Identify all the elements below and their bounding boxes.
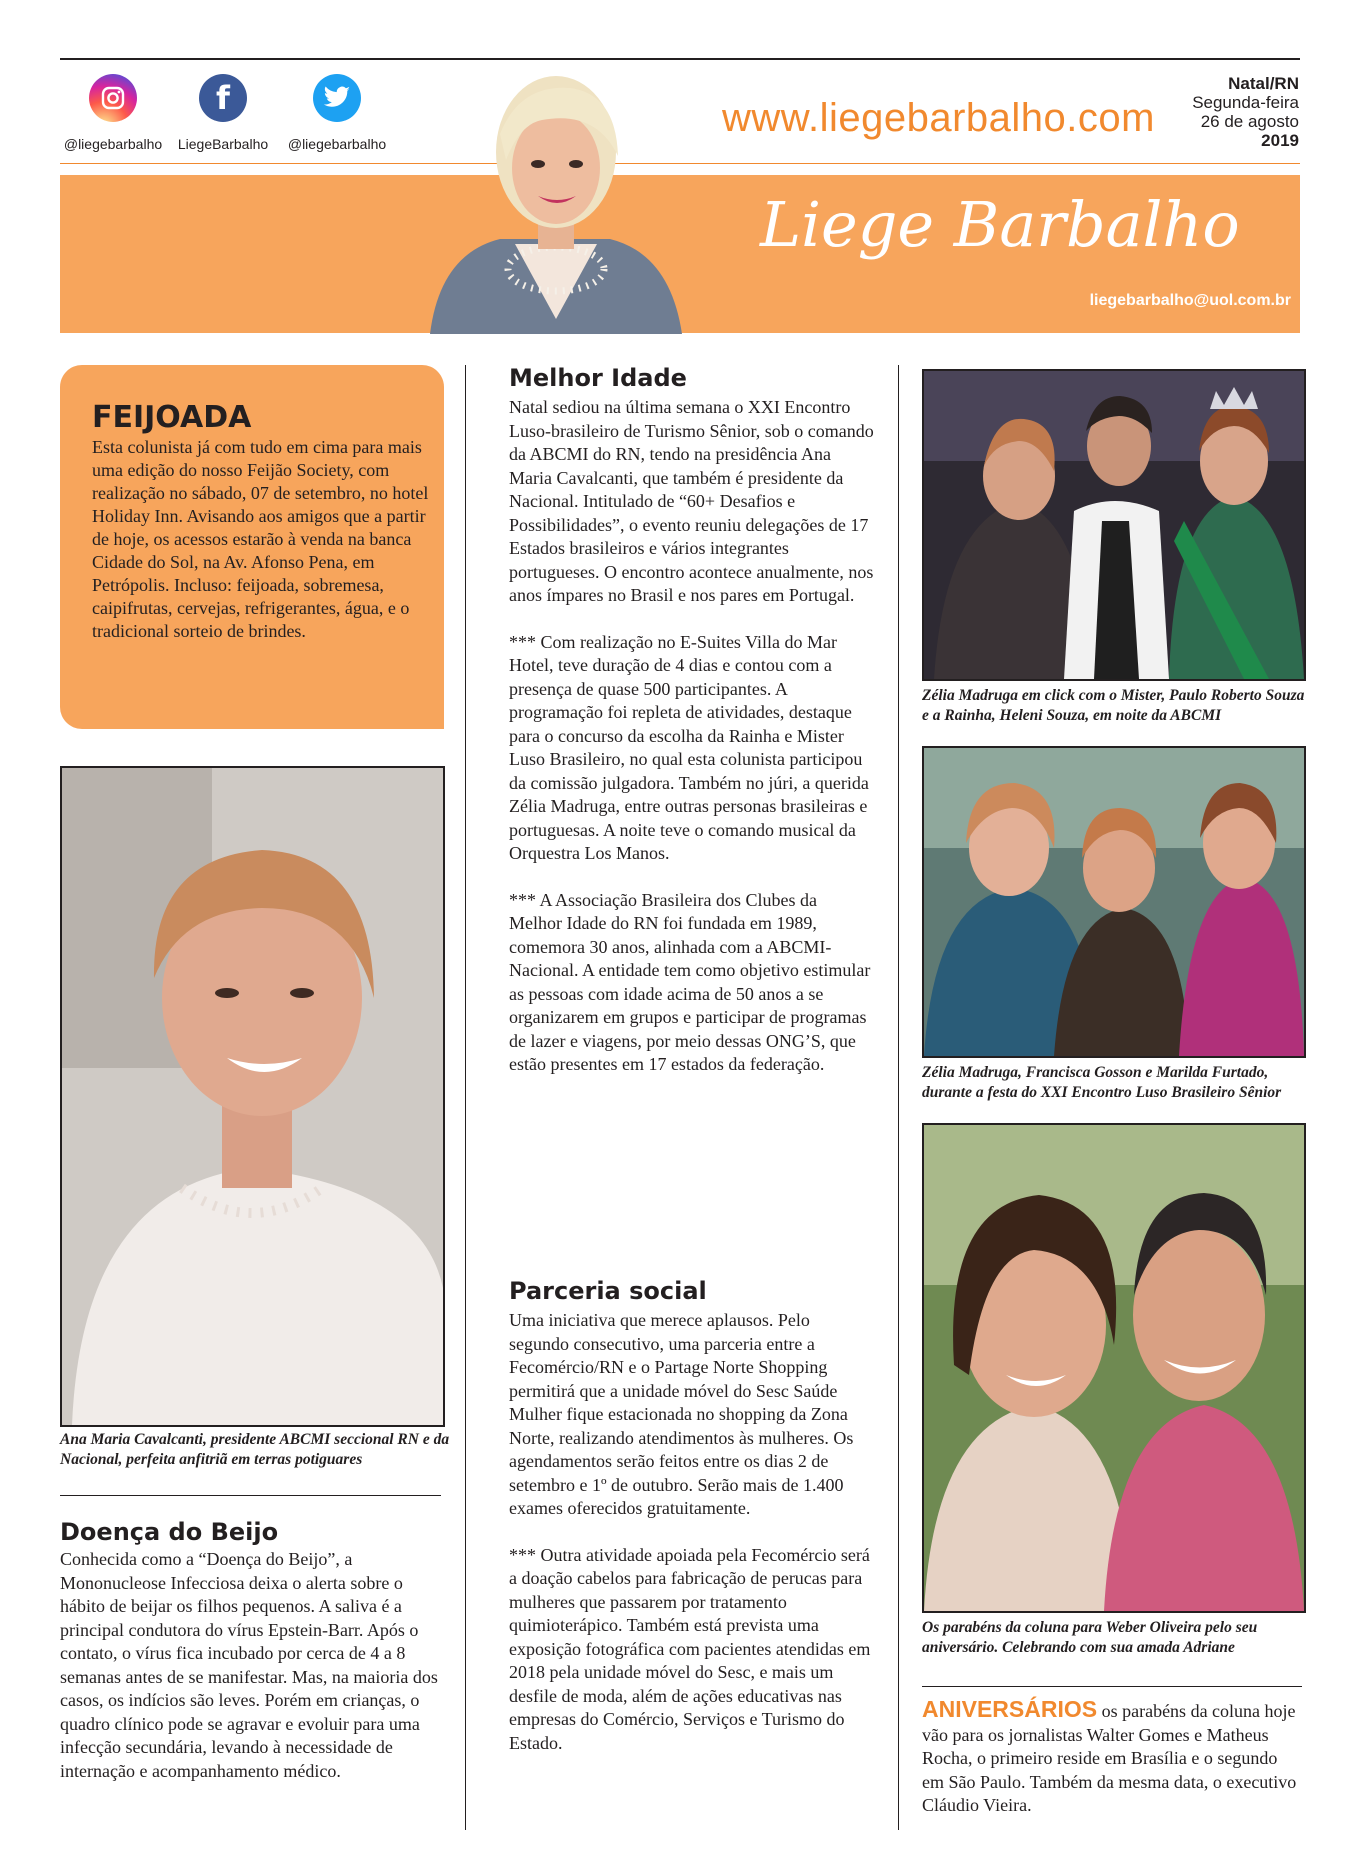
- year: 2019: [1261, 131, 1299, 150]
- weekday: Segunda-feira: [1192, 93, 1299, 112]
- column-brand: Liege Barbalho: [760, 188, 1240, 261]
- column-divider-right: [898, 365, 899, 1830]
- parceria-p1: Uma iniciativa que merece aplausos. Pelo segundo consecutivo, uma parceria entre a Fecomércio/RN e o Partage Norte Shopping permitirá que a unidade móvel do Sesc Saúde Mulher fique estacionada no shopping da Zona Norte, realizando atendimentos às mulheres. Os agendamentos serão feitos entre os dias 2 de setembro e 1º de outubro. Serão mais de 1.400 exames oferecidos gratuitamente.: [509, 1310, 854, 1518]
- social-twitter[interactable]: [282, 74, 392, 152]
- melhor-idade-p2: *** Com realização no E-Suites Villa do Mar Hotel, teve duração de 4 dias e contou com a presença de quase 500 participantes. A programação foi repleta de atividades, destaque para o concurso da escolha da Rainha e Mister Luso Brasileiro, no qual esta colunista participou da comissão julgadora. Também no júri, a querida Zélia Madruga, entre outras personas brasileiras e portuguesas. A noite teve o comando musical da Orquestra Los Manos.: [509, 631, 869, 863]
- melhor-idade-p1: Natal sediou na última semana o XXI Encontro Luso-brasileiro de Turismo Sênior, sob o comando da ABCMI do RN, tendo na presidência Ana Maria Cavalcanti, que também é presidente da Nacional. Intitulado de “60+ Desafios e Possibilidades”, o evento reuniu delegações de 17 Estados brasileiros e vários integrantes portugueses. O encontro acontece anualmente, nos anos ímpares no Brasil e nos pares em Portugal.: [509, 397, 874, 605]
- photo-mister-rainha: [922, 369, 1306, 681]
- aniversarios-title: ANIVERSÁRIOS: [922, 1696, 1098, 1722]
- photo-zelia-francisca-marilda: [922, 746, 1306, 1058]
- instagram-icon[interactable]: [89, 74, 137, 122]
- date-block: [1192, 74, 1299, 150]
- photo-weber-adriane: [922, 1123, 1306, 1613]
- date: 26 de agosto: [1200, 112, 1299, 131]
- melhor-idade-title: Melhor Idade: [509, 364, 687, 392]
- website-link[interactable]: www.liegebarbalho.com: [722, 96, 1155, 140]
- doenca-title: Doença do Beijo: [60, 1518, 279, 1546]
- photo-ana-caption: Ana Maria Cavalcanti, presidente ABCMI seccional RN e da Nacional, perfeita anfitriã em terras potiguares: [60, 1431, 450, 1468]
- photo-weber-caption: Os parabéns da coluna para Weber Oliveira pelo seu aniversário. Celebrando com sua amada Adriane: [922, 1619, 1258, 1656]
- social-instagram[interactable]: [58, 74, 168, 152]
- photo-ana-maria: [60, 766, 445, 1427]
- twitter-handle[interactable]: @liegebarbalho: [287, 136, 387, 152]
- doenca-text: Conhecida como a “Doença do Beijo”, a Mononucleose Infecciosa deixa o alerta sobre o hábito de beijar os filhos pequenos. A saliva é a principal condutora do vírus Epstein-Barr. Após o contato, o vírus fica incubado por cerca de 4 a 8 semanas antes de se manifestar. Mas, na maioria dos casos, os indícios são leves. Porém em crianças, o quadro clínico pode se agravar e evoluir para uma infecção secundária, levando à necessidade de internação e acompanhamento médico.: [60, 1549, 438, 1781]
- contact-email[interactable]: liegebarbalho@uol.com.br: [1089, 292, 1291, 309]
- aniversarios-block: [922, 1698, 1297, 1818]
- facebook-handle[interactable]: LiegeBarbalho: [177, 136, 269, 152]
- facebook-icon[interactable]: f: [199, 74, 247, 122]
- columnist-portrait: [420, 64, 692, 334]
- parceria-title: Parceria social: [509, 1277, 707, 1305]
- column-divider-left: [465, 365, 466, 1830]
- top-rule: [60, 58, 1300, 60]
- instagram-handle[interactable]: @liegebarbalho: [63, 136, 163, 152]
- aniversarios-divider: [922, 1686, 1302, 1687]
- social-facebook[interactable]: [168, 74, 278, 152]
- feijoada-title: FEIJOADA: [92, 400, 252, 435]
- melhor-idade-body: [509, 396, 874, 1100]
- twitter-icon[interactable]: [313, 74, 361, 122]
- aniversarios-text: os parabéns da coluna hoje vão para os jornalistas Walter Gomes e Matheus Rocha, o primeiro reside em Brasília e o segundo em São Paulo. Também da mesma data, o executivo Cláudio Vieira.: [922, 1701, 1297, 1815]
- section-divider: [60, 1495, 441, 1496]
- melhor-idade-p3: *** A Associação Brasileira dos Clubes da Melhor Idade do RN foi fundada em 1989, comemora 30 anos, alinhada com a ABCMI- Nacional. A entidade tem como objetivo estimular as pessoas com idade acima de 50 anos a se organizarem em grupos e participar de programas de lazer e viagens, por meio dessas ONG’S, que estão presentes em 17 estados da federação.: [509, 889, 871, 1074]
- city: Natal/RN: [1228, 74, 1299, 93]
- feijoada-text: Esta colunista já com tudo em cima para mais uma edição do nosso Feijão Society, com realização no sábado, 07 de setembro, no hotel Holiday Inn. Avisando aos amigos que a partir de hoje, os acessos estarão à venda na banca Cidade do Sol, na Av. Afonso Pena, em Petrópolis. Incluso: feijoada, sobremesa, caipifrutas, cervejas, refrigerantes, água, e o tradicional sorteio de brindes.: [92, 437, 429, 641]
- parceria-p2: *** Outra atividade apoiada pela Fecomércio será a doação cabelos para fabricação de perucas para mulheres que passarem por tratamento quimioterápico. Também está prevista uma exposição fotográfica com pacientes atendidas em 2018 pela unidade móvel do Sesc, e mais um desfile de moda, além de ações educativas nas empresas do Comércio, Serviços e Turismo do Estado.: [509, 1544, 871, 1753]
- photo-mister-caption: Zélia Madruga em click com o Mister, Paulo Roberto Souza e a Rainha, Heleni Souza, em noite da ABCMI: [922, 687, 1305, 724]
- photo-zelia-caption: Zélia Madruga, Francisca Gosson e Marilda Furtado, durante a festa do XXI Encontro Luso Brasileiro Sênior: [922, 1064, 1282, 1101]
- parceria-body: [509, 1309, 874, 1778]
